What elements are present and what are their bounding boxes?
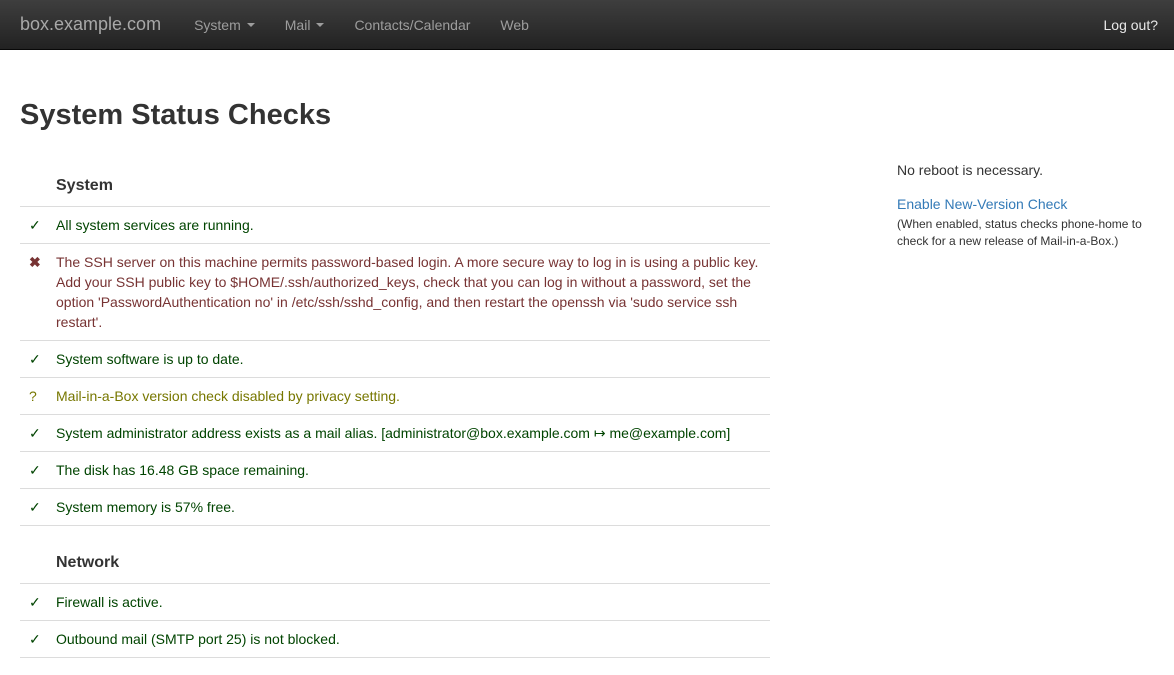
caret-down-icon — [247, 23, 255, 27]
nav-item-contacts-calendar[interactable] — [339, 0, 485, 49]
section-heading: Network — [20, 526, 770, 584]
status-check-row — [20, 207, 770, 244]
navbar-brand[interactable]: box.example.com — [20, 14, 162, 34]
reboot-status: No reboot is necessary. — [897, 162, 1044, 178]
summary-panel — [897, 50, 1152, 658]
section-heading: System — [20, 149, 770, 207]
status-check-row — [20, 621, 770, 658]
navbar-menu — [179, 0, 544, 49]
status-ok-icon: ✓ — [20, 584, 56, 621]
new-version-check-note: (When enabled, status checks phone-home to check for a new release of Mail-in-a-Box.) — [897, 217, 1142, 248]
logout-link[interactable]: Log out? — [1103, 16, 1158, 33]
status-check-text: System administrator address exists as a mail alias. [administrator@box.example.com ↦ me@example.com] — [56, 415, 770, 452]
section-row-network — [20, 526, 770, 584]
nav-item-label: System — [194, 16, 241, 33]
status-check-text: The SSH server on this machine permits password-based login. A more secure way to log in is using a public key. Add your SSH public key to $HOME/.ssh/authorized_keys, check that you can log in without a password, set the option 'PasswordAuthentication no' in /etc/ssh/sshd_config, and then restart the openssh via 'sudo service ssh restart'. — [56, 244, 770, 341]
status-checks-panel — [20, 50, 770, 658]
status-ok-icon: ✓ — [20, 415, 56, 452]
new-version-check-block — [897, 194, 1152, 250]
status-check-row — [20, 378, 770, 415]
status-ok-icon: ✓ — [20, 489, 56, 526]
status-check-text: Firewall is active. — [56, 584, 770, 621]
status-check-text: All system services are running. — [56, 207, 770, 244]
status-checks-body — [20, 149, 770, 658]
status-ok-icon: ✓ — [20, 207, 56, 244]
navbar — [0, 0, 1174, 50]
nav-item-mail[interactable] — [270, 0, 340, 49]
page-title: System Status Checks — [20, 99, 332, 131]
status-ok-icon: ✓ — [20, 341, 56, 378]
status-ok-icon: ✓ — [20, 452, 56, 489]
status-check-row — [20, 415, 770, 452]
nav-item-label: Web — [500, 16, 529, 33]
status-check-text: The disk has 16.48 GB space remaining. — [56, 452, 770, 489]
status-check-text: Outbound mail (SMTP port 25) is not blocked. — [56, 621, 770, 658]
status-checks-table — [20, 149, 770, 658]
nav-item-web[interactable] — [485, 0, 544, 49]
status-error-icon: ✖ — [20, 244, 56, 341]
status-ok-icon: ✓ — [20, 621, 56, 658]
page-body — [0, 50, 1174, 658]
nav-item-label: Mail — [284, 16, 311, 33]
status-warning-icon: ? — [20, 378, 56, 415]
status-check-row — [20, 452, 770, 489]
status-check-text: System software is up to date. — [56, 341, 770, 378]
status-check-row — [20, 489, 770, 526]
status-check-row — [20, 584, 770, 621]
caret-down-icon — [316, 23, 324, 27]
status-check-row — [20, 341, 770, 378]
enable-new-version-check-link[interactable]: Enable New-Version Check — [897, 196, 1068, 212]
status-check-text: System memory is 57% free. — [56, 489, 770, 526]
status-check-row — [20, 244, 770, 341]
status-check-text: Mail-in-a-Box version check disabled by privacy setting. — [56, 378, 770, 415]
section-row-system — [20, 149, 770, 207]
nav-item-system[interactable] — [179, 0, 270, 49]
nav-item-label: Contacts/Calendar — [354, 16, 471, 33]
